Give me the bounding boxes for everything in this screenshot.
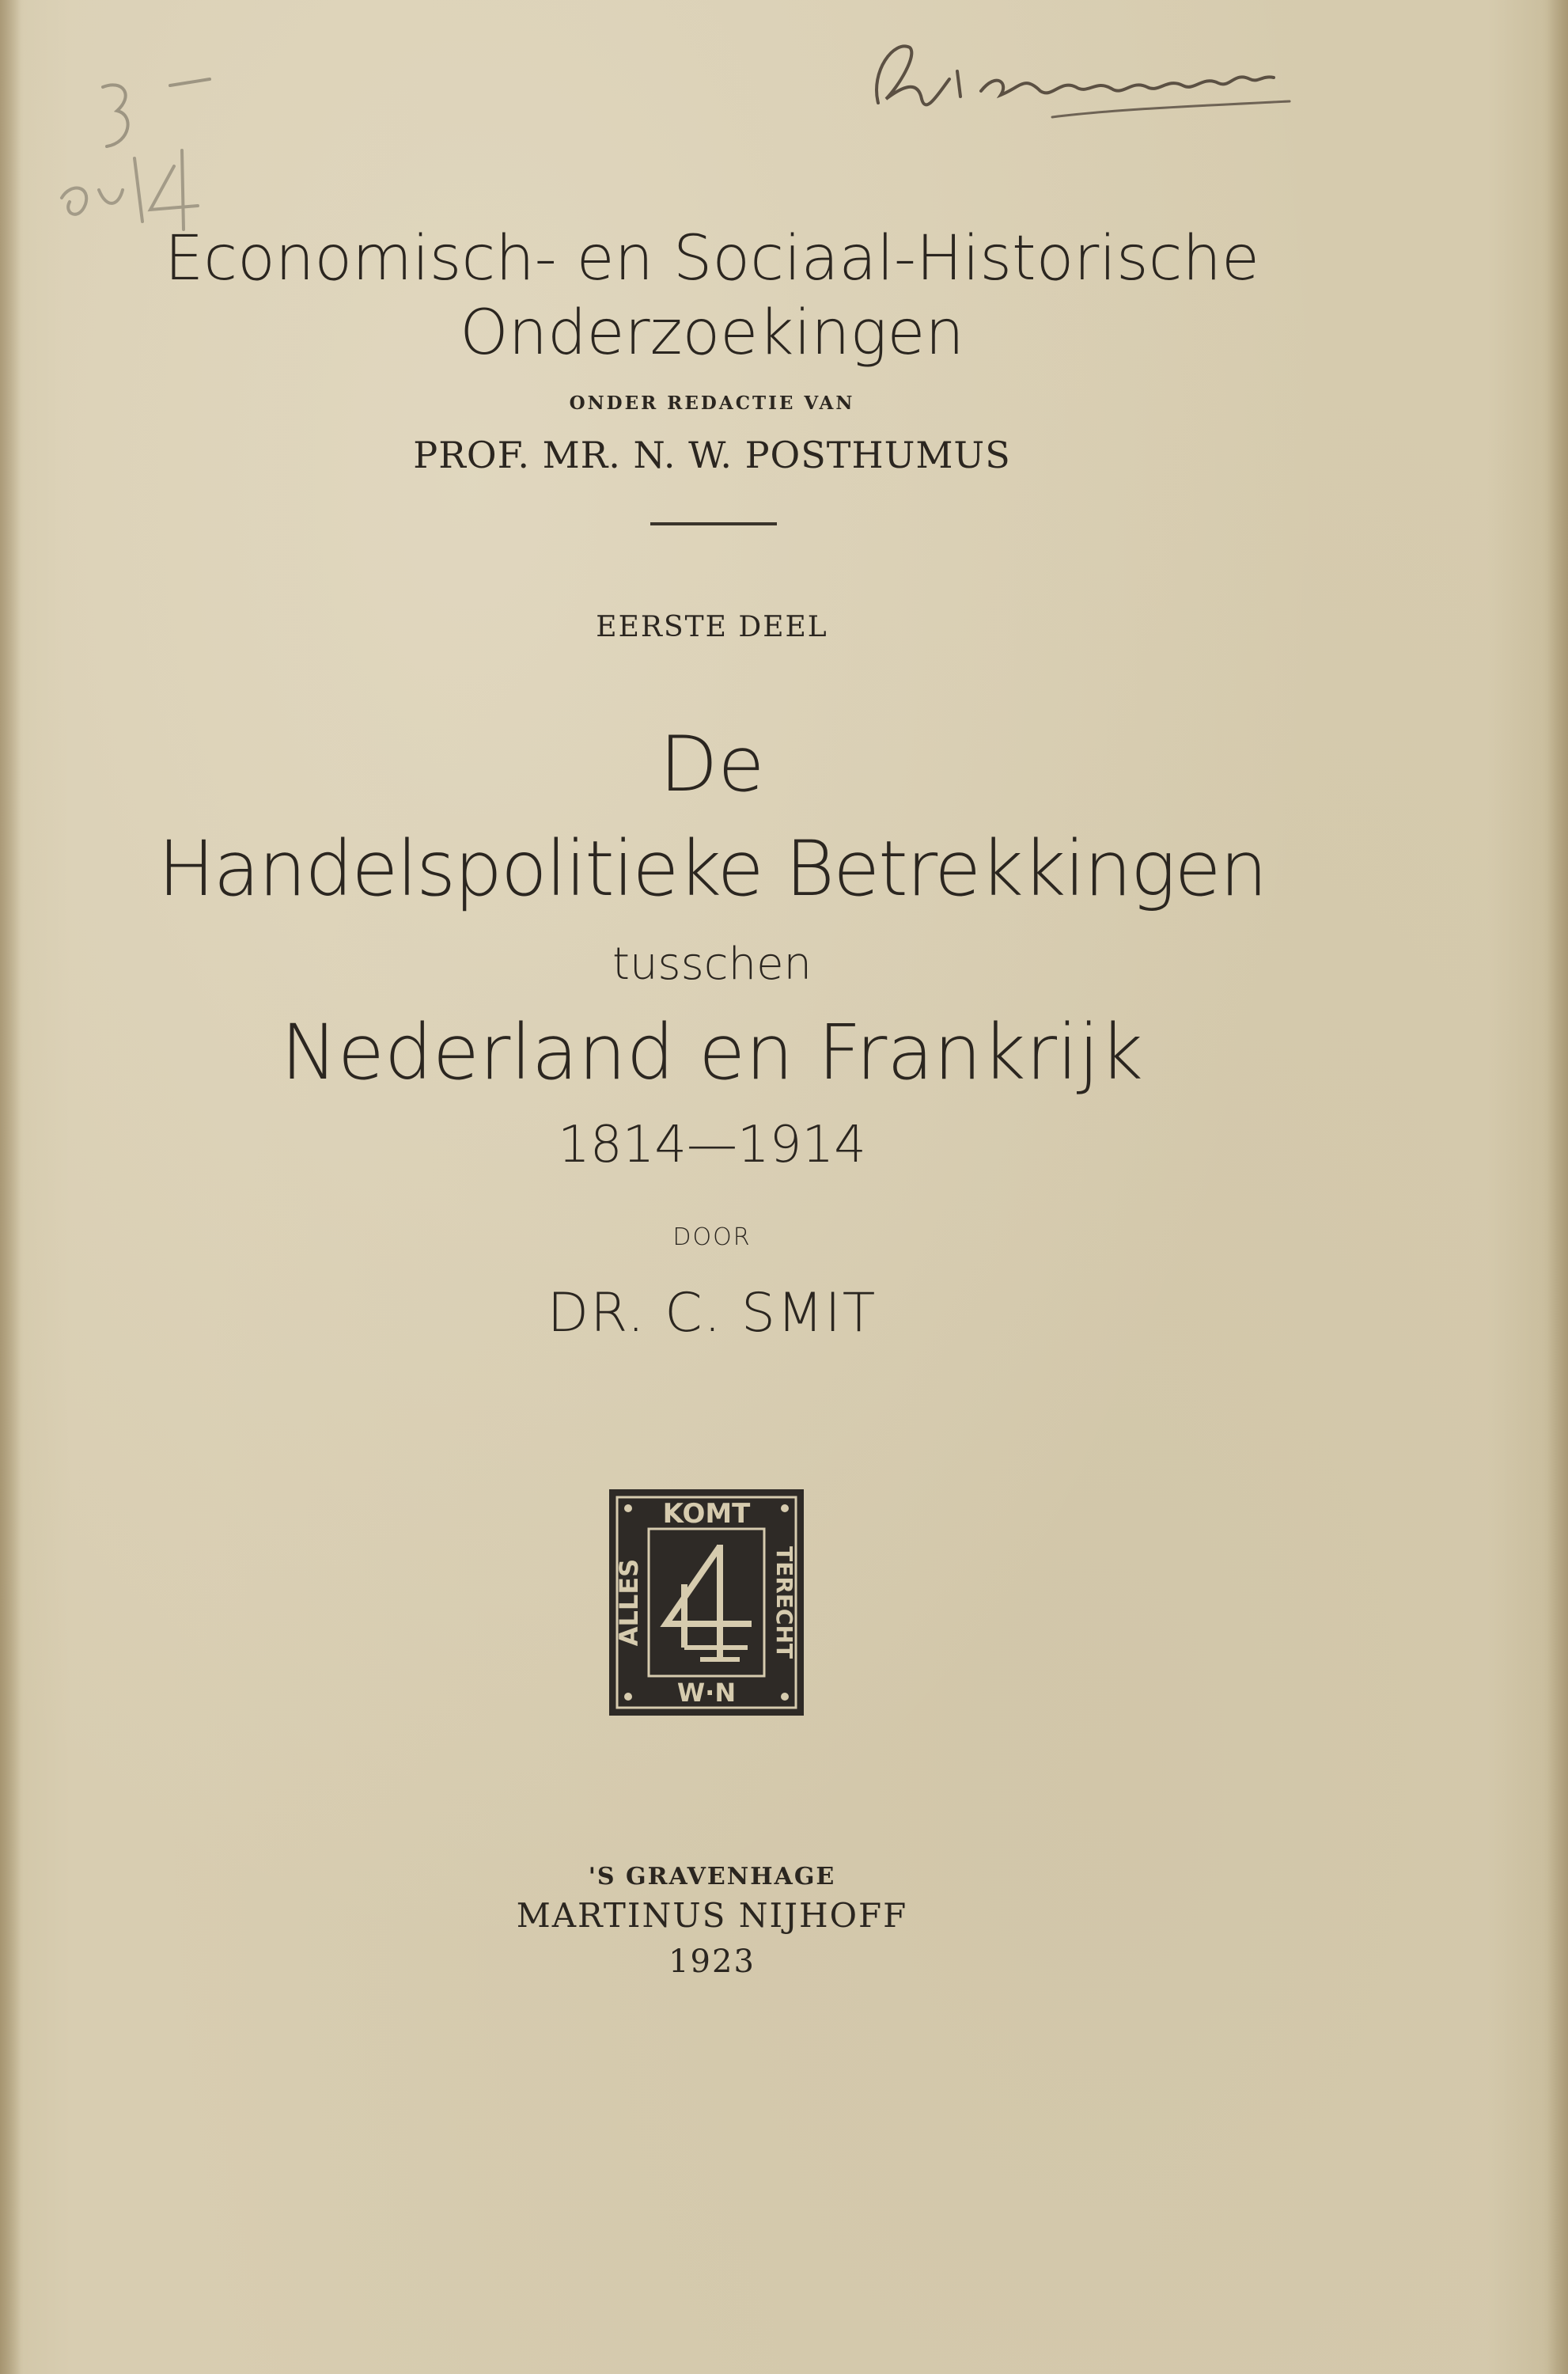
author-name: DR. C. SMIT <box>547 1282 877 1344</box>
title-years: 1814—1914 <box>558 1116 866 1174</box>
mark-bottom-text: W·N <box>676 1678 737 1708</box>
editor-name: PROF. MR. N. W. POSTHUMUS <box>413 434 1011 476</box>
series-title: Economisch- en Sociaal-Historische <box>165 223 1259 294</box>
printers-mark <box>609 1489 804 1716</box>
title-article: De <box>659 720 765 809</box>
mark-top-text: KOMT <box>662 1498 751 1530</box>
mark-right-text: TERECHT <box>771 1546 797 1659</box>
publisher-name: MARTINUS NIJHOFF <box>516 1896 908 1935</box>
title-countries: Nederland en Frankrijk <box>281 1008 1143 1097</box>
by-label: DOOR <box>672 1223 752 1251</box>
publisher-place: 'S GRAVENHAGE <box>588 1863 836 1890</box>
title-main: Handelspolitieke Betrekkingen <box>157 825 1267 913</box>
mark-left-text: ALLES <box>614 1558 644 1647</box>
volume-label: EERSTE DEEL <box>596 611 828 643</box>
divider-rule <box>650 522 777 525</box>
title-connector: tusschen <box>612 939 812 990</box>
series-subtitle: Onderzoekingen <box>460 298 964 369</box>
publication-year: 1923 <box>668 1944 756 1980</box>
right-edge-stain <box>1547 0 1568 2374</box>
handwritten-note <box>862 24 1305 135</box>
editor-label: ONDER REDACTIE VAN <box>569 393 855 414</box>
